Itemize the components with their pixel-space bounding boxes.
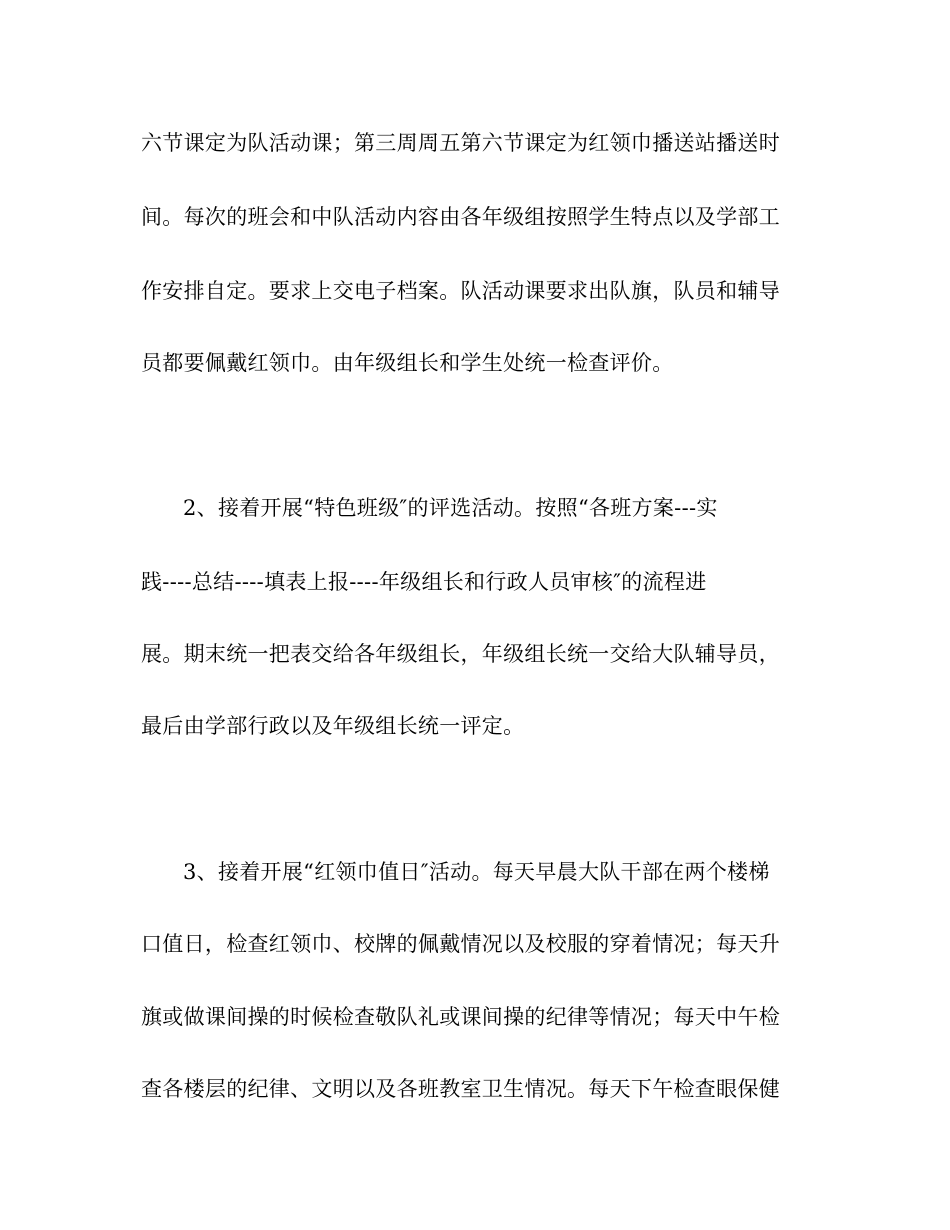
paragraph-line: 2、接着开展“特色班级″的评选活动。按照“各班方案---实	[183, 496, 718, 520]
paragraph-line: 作安排自定。要求上交电子档案。队活动课要求出队旗，队员和辅导	[141, 279, 780, 303]
paragraph-line: 间。每次的班会和中队活动内容由各年级组按照学生特点以及学部工	[141, 205, 780, 229]
paragraph-line: 最后由学部行政以及年级组长统一评定。	[141, 714, 525, 738]
paragraph-line: 六节课定为队活动课；第三周周五第六节课定为红领巾播送站播送时	[141, 131, 780, 155]
paragraph-line: 践----总结----填表上报----年级组长和行政人员审核″的流程进	[141, 570, 707, 594]
paragraph-line: 员都要佩戴红领巾。由年级组长和学生处统一检查评价。	[141, 351, 674, 375]
paragraph-line: 展。期末统一把表交给各年级组长，年级组长统一交给大队辅导员，	[141, 642, 780, 666]
paragraph-line: 查各楼层的纪律、文明以及各班教室卫生情况。每天下午检查眼保健	[141, 1077, 780, 1101]
paragraph-line: 旗或做课间操的时候检查敬队礼或课间操的纪律等情况；每天中午检	[141, 1005, 780, 1029]
paragraph-line: 口值日，检查红领巾、校牌的佩戴情况以及校服的穿着情况；每天升	[141, 932, 780, 956]
paragraph-line: 3、接着开展“红领巾值日″活动。每天早晨大队干部在两个楼梯	[183, 860, 770, 884]
